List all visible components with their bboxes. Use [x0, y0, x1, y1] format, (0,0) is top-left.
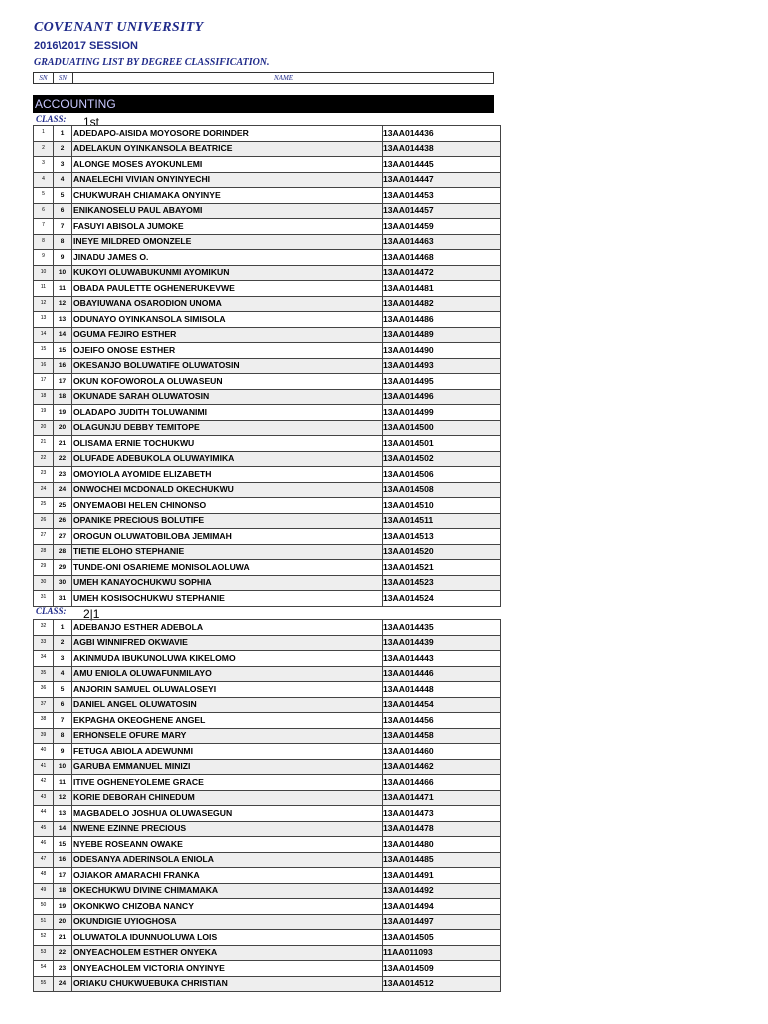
student-name: AGBI WINNIFRED OKWAVIE	[72, 635, 383, 651]
student-name: AMU ENIOLA OLUWAFUNMILAYO	[72, 666, 383, 682]
table-row	[34, 635, 501, 651]
table-row	[34, 343, 501, 359]
table-row	[34, 852, 501, 868]
table-row	[34, 188, 501, 204]
matric-number: 13AA014478	[383, 821, 501, 837]
overall-serial: 46	[34, 837, 54, 853]
table-row	[34, 529, 501, 545]
overall-serial: 15	[34, 343, 54, 359]
overall-serial: 21	[34, 436, 54, 452]
overall-serial: 53	[34, 945, 54, 961]
table-row	[34, 883, 501, 899]
student-name: CHUKWURAH CHIAMAKA ONYINYE	[72, 188, 383, 204]
overall-serial: 54	[34, 961, 54, 977]
table-row	[34, 265, 501, 281]
student-name: UMEH KANAYOCHUKWU SOPHIA	[72, 575, 383, 591]
student-name: ADELAKUN OYINKANSOLA BEATRICE	[72, 141, 383, 157]
overall-serial: 43	[34, 790, 54, 806]
matric-number: 13AA014473	[383, 806, 501, 822]
table-row	[34, 234, 501, 250]
overall-serial: 50	[34, 899, 54, 915]
matric-number: 13AA014493	[383, 358, 501, 374]
student-name: OLISAMA ERNIE TOCHUKWU	[72, 436, 383, 452]
class-table	[33, 619, 501, 992]
student-name: ADEDAPO-AISIDA MOYOSORE DORINDER	[72, 126, 383, 142]
student-name: TIETIE ELOHO STEPHANIE	[72, 544, 383, 560]
list-title: GRADUATING LIST BY DEGREE CLASSIFICATION.	[34, 57, 270, 68]
student-name: DANIEL ANGEL OLUWATOSIN	[72, 697, 383, 713]
student-name: OKESANJO BOLUWATIFE OLUWATOSIN	[72, 358, 383, 374]
class-serial: 12	[54, 790, 72, 806]
table-row	[34, 420, 501, 436]
matric-number: 13AA014510	[383, 498, 501, 514]
table-row	[34, 651, 501, 667]
matric-number: 13AA014494	[383, 899, 501, 915]
class-serial: 30	[54, 575, 72, 591]
table-row	[34, 436, 501, 452]
class-serial: 7	[54, 219, 72, 235]
student-name: OJEIFO ONOSE ESTHER	[72, 343, 383, 359]
student-name: OLAGUNJU DEBBY TEMITOPE	[72, 420, 383, 436]
table-row	[34, 296, 501, 312]
overall-serial: 37	[34, 697, 54, 713]
overall-serial: 28	[34, 544, 54, 560]
header-sn-class: SN	[54, 73, 73, 83]
overall-serial: 2	[34, 141, 54, 157]
student-name: OKONKWO CHIZOBA NANCY	[72, 899, 383, 915]
class-serial: 18	[54, 883, 72, 899]
table-row	[34, 560, 501, 576]
table-row	[34, 575, 501, 591]
student-name: EKPAGHA OKEOGHENE ANGEL	[72, 713, 383, 729]
class-serial: 3	[54, 651, 72, 667]
student-name: OMOYIOLA AYOMIDE ELIZABETH	[72, 467, 383, 483]
class-serial: 6	[54, 203, 72, 219]
class-serial: 23	[54, 467, 72, 483]
overall-serial: 49	[34, 883, 54, 899]
matric-number: 13AA014497	[383, 914, 501, 930]
matric-number: 13AA014490	[383, 343, 501, 359]
matric-number: 13AA014495	[383, 374, 501, 390]
class-serial: 4	[54, 666, 72, 682]
class-serial: 9	[54, 744, 72, 760]
matric-number: 13AA014445	[383, 157, 501, 173]
table-row	[34, 713, 501, 729]
matric-number: 13AA014511	[383, 513, 501, 529]
matric-number: 13AA014506	[383, 467, 501, 483]
overall-serial: 52	[34, 930, 54, 946]
class-serial: 1	[54, 620, 72, 636]
overall-serial: 9	[34, 250, 54, 266]
student-name: TUNDE-ONI OSARIEME MONISOLAOLUWA	[72, 560, 383, 576]
overall-serial: 10	[34, 265, 54, 281]
table-row	[34, 389, 501, 405]
student-name: KORIE DEBORAH CHINEDUM	[72, 790, 383, 806]
student-name: ODESANYA ADERINSOLA ENIOLA	[72, 852, 383, 868]
class-serial: 28	[54, 544, 72, 560]
matric-number: 13AA014454	[383, 697, 501, 713]
table-row	[34, 666, 501, 682]
table-row	[34, 219, 501, 235]
student-name: JINADU JAMES O.	[72, 250, 383, 266]
overall-serial: 34	[34, 651, 54, 667]
department-banner	[33, 95, 494, 113]
table-row	[34, 405, 501, 421]
student-name: OROGUN OLUWATOBILOBA JEMIMAH	[72, 529, 383, 545]
class-value: 1st	[83, 115, 100, 129]
student-name: NYEBE ROSEANN OWAKE	[72, 837, 383, 853]
class-serial: 21	[54, 930, 72, 946]
overall-serial: 51	[34, 914, 54, 930]
overall-serial: 6	[34, 203, 54, 219]
table-row	[34, 451, 501, 467]
overall-serial: 1	[34, 126, 54, 142]
overall-serial: 30	[34, 575, 54, 591]
class-serial: 8	[54, 234, 72, 250]
session-label: 2016\2017 SESSION	[34, 40, 138, 52]
overall-serial: 39	[34, 728, 54, 744]
table-row	[34, 930, 501, 946]
university-title: COVENANT UNIVERSITY	[34, 20, 204, 35]
student-name: ONWOCHEI MCDONALD OKECHUKWU	[72, 482, 383, 498]
matric-number: 13AA014509	[383, 961, 501, 977]
class-serial: 16	[54, 852, 72, 868]
table-row	[34, 591, 501, 607]
class-serial: 25	[54, 498, 72, 514]
overall-serial: 23	[34, 467, 54, 483]
matric-number: 13AA014482	[383, 296, 501, 312]
class-value: 2|1	[83, 607, 100, 621]
table-row	[34, 467, 501, 483]
overall-serial: 32	[34, 620, 54, 636]
overall-serial: 31	[34, 591, 54, 607]
matric-number: 13AA014438	[383, 141, 501, 157]
student-name: KUKOYI OLUWABUKUNMI AYOMIKUN	[72, 265, 383, 281]
overall-serial: 12	[34, 296, 54, 312]
overall-serial: 47	[34, 852, 54, 868]
class-label: CLASS:	[36, 114, 67, 124]
class-serial: 20	[54, 914, 72, 930]
student-name: OPANIKE PRECIOUS BOLUTIFE	[72, 513, 383, 529]
overall-serial: 24	[34, 482, 54, 498]
overall-serial: 4	[34, 172, 54, 188]
overall-serial: 33	[34, 635, 54, 651]
student-name: ONYEACHOLEM ESTHER ONYEKA	[72, 945, 383, 961]
student-name: ONYEMAOBI HELEN CHINONSO	[72, 498, 383, 514]
student-name: ITIVE OGHENEYOLEME GRACE	[72, 775, 383, 791]
student-name: NWENE EZINNE PRECIOUS	[72, 821, 383, 837]
table-row	[34, 544, 501, 560]
matric-number: 13AA014456	[383, 713, 501, 729]
student-name: ANJORIN SAMUEL OLUWALOSEYI	[72, 682, 383, 698]
overall-serial: 11	[34, 281, 54, 297]
class-serial: 8	[54, 728, 72, 744]
student-name: ALONGE MOSES AYOKUNLEMI	[72, 157, 383, 173]
matric-number: 13AA014513	[383, 529, 501, 545]
class-serial: 1	[54, 126, 72, 142]
class-serial: 10	[54, 265, 72, 281]
overall-serial: 41	[34, 759, 54, 775]
overall-serial: 44	[34, 806, 54, 822]
matric-number: 13AA014463	[383, 234, 501, 250]
table-row	[34, 759, 501, 775]
table-row	[34, 697, 501, 713]
table-row	[34, 899, 501, 915]
matric-number: 13AA014468	[383, 250, 501, 266]
table-row	[34, 868, 501, 884]
matric-number: 13AA014439	[383, 635, 501, 651]
header-name: NAME	[274, 74, 294, 82]
table-row	[34, 482, 501, 498]
student-name: OKECHUKWU DIVINE CHIMAMAKA	[72, 883, 383, 899]
overall-serial: 40	[34, 744, 54, 760]
class-serial: 19	[54, 405, 72, 421]
matric-number: 13AA014436	[383, 126, 501, 142]
class-serial: 23	[54, 961, 72, 977]
class-serial: 20	[54, 420, 72, 436]
matric-number: 13AA014485	[383, 852, 501, 868]
class-serial: 31	[54, 591, 72, 607]
overall-serial: 45	[34, 821, 54, 837]
student-name: OBAYIUWANA OSARODION UNOMA	[72, 296, 383, 312]
class-serial: 7	[54, 713, 72, 729]
class-serial: 3	[54, 157, 72, 173]
overall-serial: 7	[34, 219, 54, 235]
class-serial: 2	[54, 141, 72, 157]
overall-serial: 35	[34, 666, 54, 682]
class-serial: 13	[54, 312, 72, 328]
overall-serial: 19	[34, 405, 54, 421]
class-serial: 22	[54, 451, 72, 467]
class-serial: 16	[54, 358, 72, 374]
class-serial: 11	[54, 775, 72, 791]
matric-number: 13AA014471	[383, 790, 501, 806]
overall-serial: 20	[34, 420, 54, 436]
matric-number: 13AA014480	[383, 837, 501, 853]
student-name: OKUNADE SARAH OLUWATOSIN	[72, 389, 383, 405]
class-serial: 15	[54, 837, 72, 853]
class-serial: 14	[54, 327, 72, 343]
class-serial: 9	[54, 250, 72, 266]
class-serial: 17	[54, 374, 72, 390]
table-row	[34, 498, 501, 514]
matric-number: 13AA014524	[383, 591, 501, 607]
class-serial: 10	[54, 759, 72, 775]
table-row	[34, 821, 501, 837]
table-row	[34, 513, 501, 529]
matric-number: 13AA014500	[383, 420, 501, 436]
class-serial: 12	[54, 296, 72, 312]
class-serial: 19	[54, 899, 72, 915]
class-serial: 29	[54, 560, 72, 576]
class-serial: 17	[54, 868, 72, 884]
matric-number: 13AA014523	[383, 575, 501, 591]
student-name: MAGBADELO JOSHUA OLUWASEGUN	[72, 806, 383, 822]
table-row	[34, 157, 501, 173]
table-row	[34, 203, 501, 219]
class-serial: 2	[54, 635, 72, 651]
matric-number: 13AA014496	[383, 389, 501, 405]
matric-number: 13AA014472	[383, 265, 501, 281]
table-row	[34, 744, 501, 760]
matric-number: 13AA014462	[383, 759, 501, 775]
overall-serial: 29	[34, 560, 54, 576]
student-name: OKUN KOFOWOROLA OLUWASEUN	[72, 374, 383, 390]
overall-serial: 26	[34, 513, 54, 529]
matric-number: 13AA014505	[383, 930, 501, 946]
class-serial: 4	[54, 172, 72, 188]
matric-number: 13AA014521	[383, 560, 501, 576]
student-name: ORIAKU CHUKWUEBUKA CHRISTIAN	[72, 976, 383, 992]
matric-number: 13AA014492	[383, 883, 501, 899]
student-name: OLUFADE ADEBUKOLA OLUWAYIMIKA	[72, 451, 383, 467]
table-row	[34, 806, 501, 822]
student-name: UMEH KOSISOCHUKWU STEPHANIE	[72, 591, 383, 607]
student-name: ADEBANJO ESTHER ADEBOLA	[72, 620, 383, 636]
student-name: OLADAPO JUDITH TOLUWANIMI	[72, 405, 383, 421]
matric-number: 13AA014466	[383, 775, 501, 791]
matric-number: 13AA014501	[383, 436, 501, 452]
overall-serial: 36	[34, 682, 54, 698]
table-row	[34, 126, 501, 142]
table-row	[34, 728, 501, 744]
student-name: ENIKANOSELU PAUL ABAYOMI	[72, 203, 383, 219]
student-name: ODUNAYO OYINKANSOLA SIMISOLA	[72, 312, 383, 328]
overall-serial: 48	[34, 868, 54, 884]
student-name: OBADA PAULETTE OGHENERUKEVWE	[72, 281, 383, 297]
student-name: OKUNDIGIE UYIOGHOSA	[72, 914, 383, 930]
table-row	[34, 172, 501, 188]
student-name: ANAELECHI VIVIAN ONYINYECHI	[72, 172, 383, 188]
matric-number: 13AA014512	[383, 976, 501, 992]
overall-serial: 13	[34, 312, 54, 328]
matric-number: 13AA014443	[383, 651, 501, 667]
class-serial: 21	[54, 436, 72, 452]
table-row	[34, 945, 501, 961]
overall-serial: 25	[34, 498, 54, 514]
table-row	[34, 327, 501, 343]
matric-number: 13AA014446	[383, 666, 501, 682]
overall-serial: 18	[34, 389, 54, 405]
matric-number: 13AA014491	[383, 868, 501, 884]
class-serial: 24	[54, 976, 72, 992]
table-row	[34, 837, 501, 853]
matric-number: 13AA014458	[383, 728, 501, 744]
class-serial: 27	[54, 529, 72, 545]
student-name: GARUBA EMMANUEL MINIZI	[72, 759, 383, 775]
table-row	[34, 312, 501, 328]
class-serial: 26	[54, 513, 72, 529]
matric-number: 13AA014502	[383, 451, 501, 467]
student-name: OGUMA FEJIRO ESTHER	[72, 327, 383, 343]
student-name: FETUGA ABIOLA ADEWUNMI	[72, 744, 383, 760]
header-sn-overall: SN	[34, 73, 54, 83]
table-row	[34, 790, 501, 806]
matric-number: 13AA014453	[383, 188, 501, 204]
overall-serial: 3	[34, 157, 54, 173]
table-row	[34, 682, 501, 698]
matric-number: 13AA014499	[383, 405, 501, 421]
student-name: FASUYI ABISOLA JUMOKE	[72, 219, 383, 235]
matric-number: 13AA014448	[383, 682, 501, 698]
department-name: ACCOUNTING	[35, 97, 116, 111]
table-row	[34, 775, 501, 791]
matric-number: 13AA014460	[383, 744, 501, 760]
class-label: CLASS:	[36, 606, 67, 616]
class-serial: 13	[54, 806, 72, 822]
table-row	[34, 961, 501, 977]
student-name: OJIAKOR AMARACHI FRANKA	[72, 868, 383, 884]
student-name: OLUWATOLA IDUNNUOLUWA LOIS	[72, 930, 383, 946]
matric-number: 13AA014508	[383, 482, 501, 498]
student-name: AKINMUDA IBUKUNOLUWA KIKELOMO	[72, 651, 383, 667]
table-row	[34, 620, 501, 636]
class-serial: 5	[54, 188, 72, 204]
class-serial: 14	[54, 821, 72, 837]
class-serial: 22	[54, 945, 72, 961]
overall-serial: 22	[34, 451, 54, 467]
table-row	[34, 914, 501, 930]
class-serial: 6	[54, 697, 72, 713]
class-table	[33, 125, 501, 607]
matric-number: 13AA014447	[383, 172, 501, 188]
overall-serial: 42	[34, 775, 54, 791]
matric-number: 13AA014489	[383, 327, 501, 343]
table-row	[34, 976, 501, 992]
matric-number: 13AA014435	[383, 620, 501, 636]
table-row	[34, 250, 501, 266]
overall-serial: 17	[34, 374, 54, 390]
table-row	[34, 281, 501, 297]
class-serial: 15	[54, 343, 72, 359]
table-row	[34, 141, 501, 157]
class-serial: 11	[54, 281, 72, 297]
overall-serial: 27	[34, 529, 54, 545]
student-name: INEYE MILDRED OMONZELE	[72, 234, 383, 250]
student-name: ERHONSELE OFURE MARY	[72, 728, 383, 744]
table-row	[34, 358, 501, 374]
class-serial: 5	[54, 682, 72, 698]
column-header	[33, 72, 494, 84]
matric-number: 13AA014459	[383, 219, 501, 235]
student-name: ONYEACHOLEM VICTORIA ONYINYE	[72, 961, 383, 977]
matric-number: 13AA014481	[383, 281, 501, 297]
overall-serial: 16	[34, 358, 54, 374]
overall-serial: 14	[34, 327, 54, 343]
class-serial: 18	[54, 389, 72, 405]
class-serial: 24	[54, 482, 72, 498]
overall-serial: 55	[34, 976, 54, 992]
overall-serial: 5	[34, 188, 54, 204]
matric-number: 11AA011093	[383, 945, 501, 961]
matric-number: 13AA014520	[383, 544, 501, 560]
matric-number: 13AA014486	[383, 312, 501, 328]
matric-number: 13AA014457	[383, 203, 501, 219]
overall-serial: 38	[34, 713, 54, 729]
overall-serial: 8	[34, 234, 54, 250]
table-row	[34, 374, 501, 390]
